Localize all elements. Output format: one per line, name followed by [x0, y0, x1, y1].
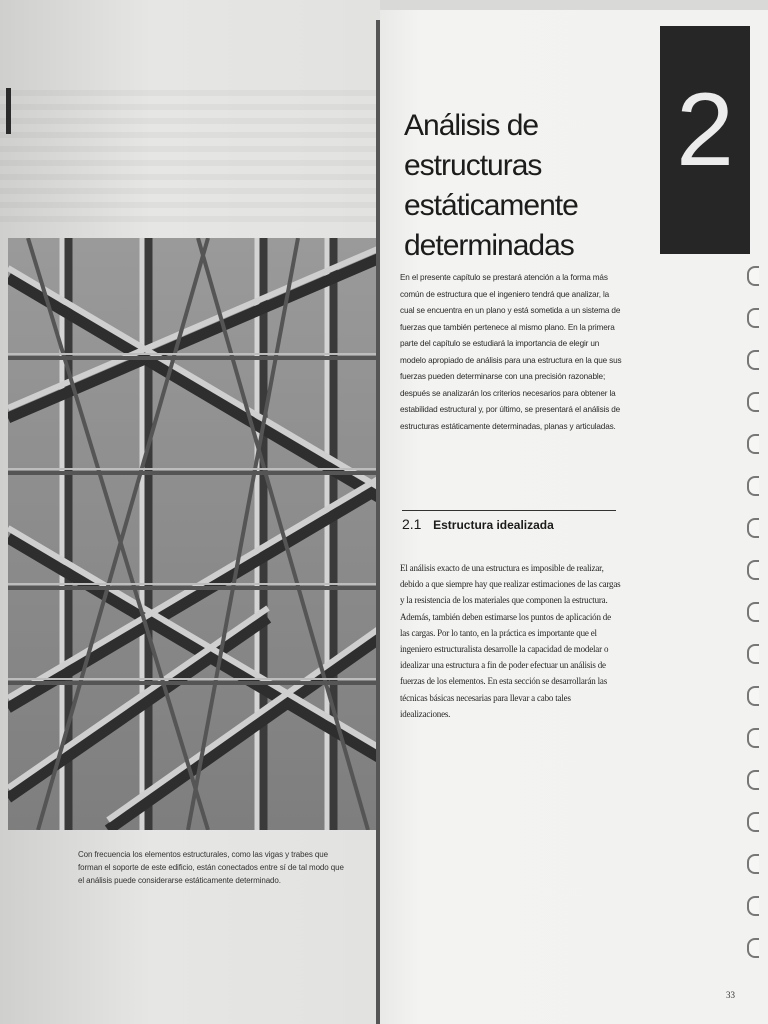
chapter-title-line-1: Análisis de estructuras	[404, 109, 542, 182]
margin-marker	[6, 88, 11, 134]
steel-frame-illustration	[8, 238, 380, 830]
page-number: 33	[726, 990, 735, 1000]
binding-ring	[747, 938, 759, 958]
binding-ring	[747, 896, 759, 916]
binding-ring	[747, 308, 759, 328]
section-rule	[402, 510, 616, 511]
binding-ring	[747, 476, 759, 496]
chapter-number: 2	[676, 72, 734, 188]
chapter-title	[404, 106, 664, 266]
steel-frame-photo	[8, 238, 380, 830]
binding-ring	[747, 686, 759, 706]
photo-caption: Con frecuencia los elementos estructurales, como las vigas y trabes que forman el soporte de este edificio, están conectados entre sí de tal modo que el análisis puede considerarse estáticamente determinado.	[78, 850, 344, 885]
section-heading	[402, 516, 554, 532]
binding-ring	[747, 728, 759, 748]
binding-ring	[747, 602, 759, 622]
binding-ring	[747, 770, 759, 790]
section-number: 2.1	[402, 516, 422, 532]
binding-ring	[747, 812, 759, 832]
binding-ring	[747, 518, 759, 538]
chapter-title-line-3: determinadas	[404, 229, 574, 262]
right-page	[380, 10, 768, 1024]
section-title: Estructura idealizada	[433, 518, 554, 532]
chapter-title-line-2: estáticamente	[404, 189, 578, 222]
binding-ring	[747, 434, 759, 454]
intro-paragraph: En el presente capítulo se prestará atención a la forma más común de estructura que el ingeniero tendrá que analizar, la cual se encuentra en un plano y está sometida a un sistema de fuerzas que también pertenece al mismo plano. En la primera parte del capítulo se estudiará la importancia de elegir un modelo apropiado de análisis para una estructura en la que sus fuerzas pueden determinarse con una precisión razonable; después se analizarán los criterios necesarios para obtener la estabilidad estructural y, por último, se presentará el análisis de estructuras estáticamente determinadas, planas y articuladas.	[400, 273, 622, 431]
binding-ring	[747, 266, 759, 286]
binding-ring	[747, 644, 759, 664]
binding-ring	[747, 350, 759, 370]
bleed-through-text	[0, 90, 380, 230]
body-paragraph: El análisis exacto de una estructura es imposible de realizar, debido a que siempre hay que realizar estimaciones de las cargas y la resistencia de los materiales que componen la estructura. Además, también deben estimarse los puntos de aplicación de las cargas. Por lo tanto, en la práctica es importante que el ingeniero estructuralista desarrolle la capacidad de modelar o idealizar una estructura a fin de poder efectuar un análisis de fuerzas de los elementos. En esta sección se desarrollarán las técnicas básicas necesarias para llevar a cabo tales idealizaciones.	[400, 563, 621, 719]
binding-ring	[747, 560, 759, 580]
binding-ring	[747, 854, 759, 874]
left-page	[0, 0, 380, 1024]
binding-ring	[747, 392, 759, 412]
chapter-tab	[660, 26, 750, 254]
